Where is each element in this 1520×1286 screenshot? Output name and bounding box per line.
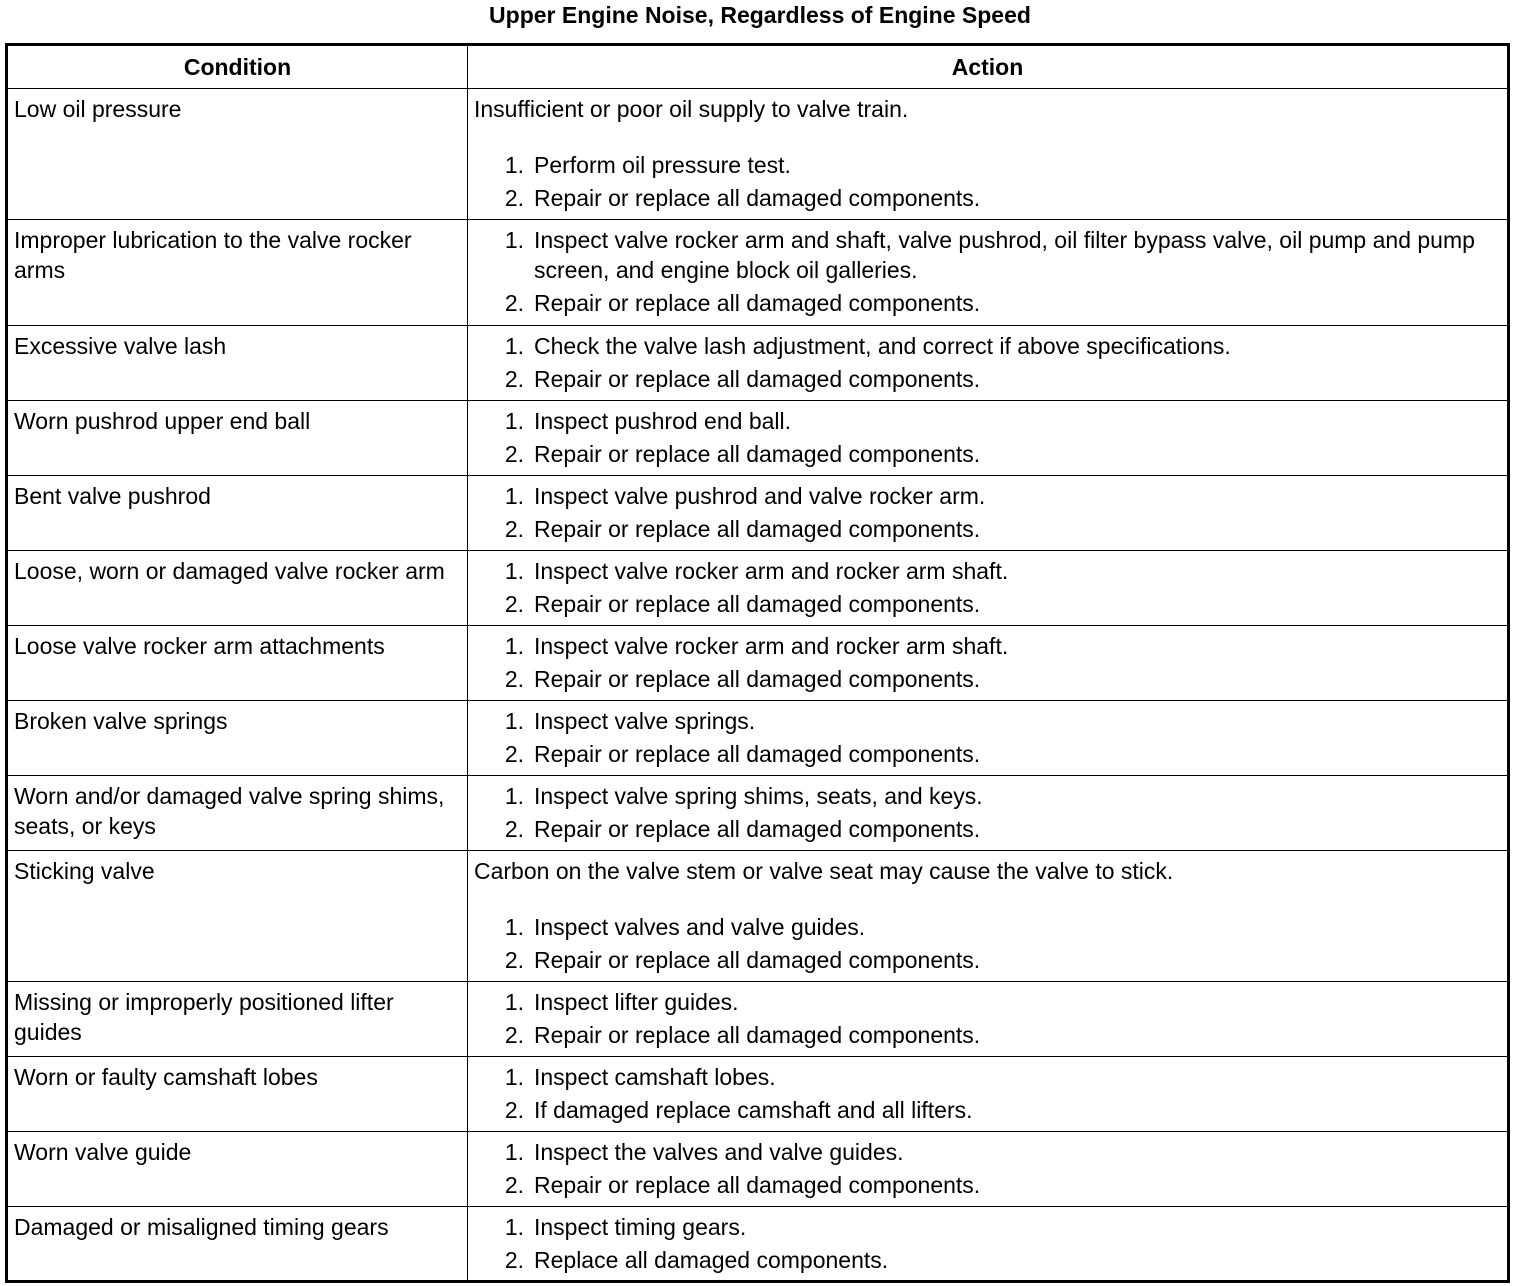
step-number: 2. <box>504 441 524 467</box>
table-row <box>7 476 1509 551</box>
action-step <box>474 288 1501 318</box>
step-text: Repair or replace all damaged components. <box>534 516 981 542</box>
action-steps-list <box>474 406 1501 469</box>
step-number: 2. <box>504 290 524 316</box>
table-row <box>7 401 1509 476</box>
action-steps-list <box>474 987 1501 1050</box>
action-steps-list <box>474 331 1501 394</box>
step-number: 2. <box>504 666 524 692</box>
action-step <box>474 364 1501 394</box>
step-number: 1. <box>504 708 524 734</box>
step-text: Check the valve lash adjustment, and correct if above specifications. <box>534 333 1231 359</box>
step-text: Inspect lifter guides. <box>534 989 739 1015</box>
step-number: 1. <box>504 783 524 809</box>
action-steps-list <box>474 225 1501 318</box>
page-title: Upper Engine Noise, Regardless of Engine Speed <box>489 2 1031 28</box>
action-step <box>474 225 1501 285</box>
step-text: Repair or replace all damaged components. <box>534 1022 981 1048</box>
action-steps-list <box>474 912 1501 975</box>
action-cell <box>468 476 1509 551</box>
action-step <box>474 150 1501 180</box>
step-text: Repair or replace all damaged components. <box>534 185 981 211</box>
table-row <box>7 89 1509 220</box>
action-steps-list <box>474 631 1501 694</box>
action-step <box>474 814 1501 844</box>
table-row <box>7 326 1509 401</box>
action-cell <box>468 326 1509 401</box>
action-steps-list <box>474 1137 1501 1200</box>
step-text: Inspect valve rocker arm and shaft, valve pushrod, oil filter bypass valve, oil pump and pump screen, and engine block oil galleries. <box>534 227 1475 283</box>
condition-cell: Low oil pressure <box>7 89 468 220</box>
step-number: 1. <box>504 558 524 584</box>
table-body <box>7 89 1509 1282</box>
step-text: Repair or replace all damaged components. <box>534 947 981 973</box>
condition-cell: Damaged or misaligned timing gears <box>7 1207 468 1282</box>
action-cell <box>468 701 1509 776</box>
step-text: Inspect camshaft lobes. <box>534 1064 776 1090</box>
step-number: 1. <box>504 1139 524 1165</box>
step-number: 1. <box>504 227 524 253</box>
action-step <box>474 945 1501 975</box>
condition-cell: Worn valve guide <box>7 1132 468 1207</box>
action-cell <box>468 626 1509 701</box>
action-step <box>474 706 1501 736</box>
action-step <box>474 589 1501 619</box>
action-step <box>474 1062 1501 1092</box>
action-steps-list <box>474 481 1501 544</box>
table-row <box>7 851 1509 982</box>
step-text: Inspect valve pushrod and valve rocker arm. <box>534 483 986 509</box>
step-number: 2. <box>504 185 524 211</box>
action-steps-list <box>474 706 1501 769</box>
step-number: 2. <box>504 1247 524 1273</box>
step-number: 1. <box>504 333 524 359</box>
step-text: Replace all damaged components. <box>534 1247 889 1273</box>
diagnosis-table <box>5 43 1510 1283</box>
action-cell <box>468 1057 1509 1132</box>
action-cell <box>468 1207 1509 1282</box>
action-step <box>474 1245 1501 1275</box>
step-number: 2. <box>504 1097 524 1123</box>
condition-cell: Worn or faulty camshaft lobes <box>7 1057 468 1132</box>
step-number: 2. <box>504 591 524 617</box>
table-row <box>7 1207 1509 1282</box>
condition-cell: Loose, worn or damaged valve rocker arm <box>7 551 468 626</box>
action-step <box>474 1170 1501 1200</box>
action-cell <box>468 851 1509 982</box>
action-step <box>474 664 1501 694</box>
step-number: 1. <box>504 1214 524 1240</box>
condition-cell: Sticking valve <box>7 851 468 982</box>
action-cell <box>468 1132 1509 1207</box>
action-step <box>474 631 1501 661</box>
step-number: 2. <box>504 741 524 767</box>
step-text: Repair or replace all damaged components. <box>534 666 981 692</box>
condition-cell: Worn and/or damaged valve spring shims, seats, or keys <box>7 776 468 851</box>
step-text: Repair or replace all damaged components. <box>534 290 981 316</box>
action-step <box>474 739 1501 769</box>
action-step <box>474 1095 1501 1125</box>
step-number: 1. <box>504 483 524 509</box>
condition-cell: Broken valve springs <box>7 701 468 776</box>
step-text: Inspect timing gears. <box>534 1214 747 1240</box>
step-number: 1. <box>504 989 524 1015</box>
step-text: If damaged replace camshaft and all lifters. <box>534 1097 973 1123</box>
action-step <box>474 406 1501 436</box>
step-text: Repair or replace all damaged components. <box>534 591 981 617</box>
step-text: Inspect valve rocker arm and rocker arm shaft. <box>534 558 1009 584</box>
table-row <box>7 220 1509 326</box>
step-text: Perform oil pressure test. <box>534 152 791 178</box>
condition-cell: Worn pushrod upper end ball <box>7 401 468 476</box>
step-text: Inspect valve springs. <box>534 708 756 734</box>
action-step <box>474 1020 1501 1050</box>
step-text: Inspect pushrod end ball. <box>534 408 792 434</box>
step-text: Inspect valve spring shims, seats, and keys. <box>534 783 983 809</box>
action-cell <box>468 401 1509 476</box>
action-steps-list <box>474 1062 1501 1125</box>
action-intro-text: Carbon on the valve stem or valve seat may cause the valve to stick. <box>474 858 1174 884</box>
table-row <box>7 1132 1509 1207</box>
action-cell <box>468 89 1509 220</box>
step-text: Repair or replace all damaged components. <box>534 1172 981 1198</box>
step-number: 2. <box>504 947 524 973</box>
table-row <box>7 776 1509 851</box>
table-row <box>7 626 1509 701</box>
action-step <box>474 439 1501 469</box>
action-cell <box>468 220 1509 326</box>
step-text: Repair or replace all damaged components. <box>534 366 981 392</box>
condition-cell: Excessive valve lash <box>7 326 468 401</box>
action-step <box>474 1212 1501 1242</box>
step-number: 1. <box>504 914 524 940</box>
condition-cell: Missing or improperly positioned lifter guides <box>7 982 468 1057</box>
step-text: Repair or replace all damaged components. <box>534 816 981 842</box>
step-number: 1. <box>504 408 524 434</box>
step-text: Inspect valve rocker arm and rocker arm shaft. <box>534 633 1009 659</box>
step-number: 2. <box>504 816 524 842</box>
step-text: Inspect the valves and valve guides. <box>534 1139 904 1165</box>
action-step <box>474 556 1501 586</box>
step-text: Inspect valves and valve guides. <box>534 914 866 940</box>
action-step <box>474 1137 1501 1167</box>
step-number: 1. <box>504 633 524 659</box>
step-text: Repair or replace all damaged components. <box>534 741 981 767</box>
step-number: 2. <box>504 516 524 542</box>
step-number: 2. <box>504 1172 524 1198</box>
step-number: 1. <box>504 152 524 178</box>
table-row <box>7 1057 1509 1132</box>
action-intro-text: Insufficient or poor oil supply to valve train. <box>474 96 909 122</box>
step-number: 2. <box>504 1022 524 1048</box>
table-row <box>7 982 1509 1057</box>
step-number: 1. <box>504 1064 524 1090</box>
action-step <box>474 331 1501 361</box>
table-row <box>7 701 1509 776</box>
condition-cell: Improper lubrication to the valve rocker arms <box>7 220 468 326</box>
action-step <box>474 987 1501 1017</box>
condition-column-header: Condition <box>7 45 468 89</box>
action-steps-list <box>474 556 1501 619</box>
action-step <box>474 912 1501 942</box>
action-cell <box>468 982 1509 1057</box>
action-step <box>474 514 1501 544</box>
action-steps-list <box>474 781 1501 844</box>
action-step <box>474 781 1501 811</box>
action-column-header: Action <box>468 45 1509 89</box>
step-number: 2. <box>504 366 524 392</box>
step-text: Repair or replace all damaged components. <box>534 441 981 467</box>
action-steps-list <box>474 150 1501 213</box>
condition-cell: Loose valve rocker arm attachments <box>7 626 468 701</box>
action-step <box>474 481 1501 511</box>
table-header-row <box>7 45 1509 89</box>
condition-cell: Bent valve pushrod <box>7 476 468 551</box>
action-step <box>474 183 1501 213</box>
table-row <box>7 551 1509 626</box>
action-cell <box>468 776 1509 851</box>
action-steps-list <box>474 1212 1501 1275</box>
action-cell <box>468 551 1509 626</box>
